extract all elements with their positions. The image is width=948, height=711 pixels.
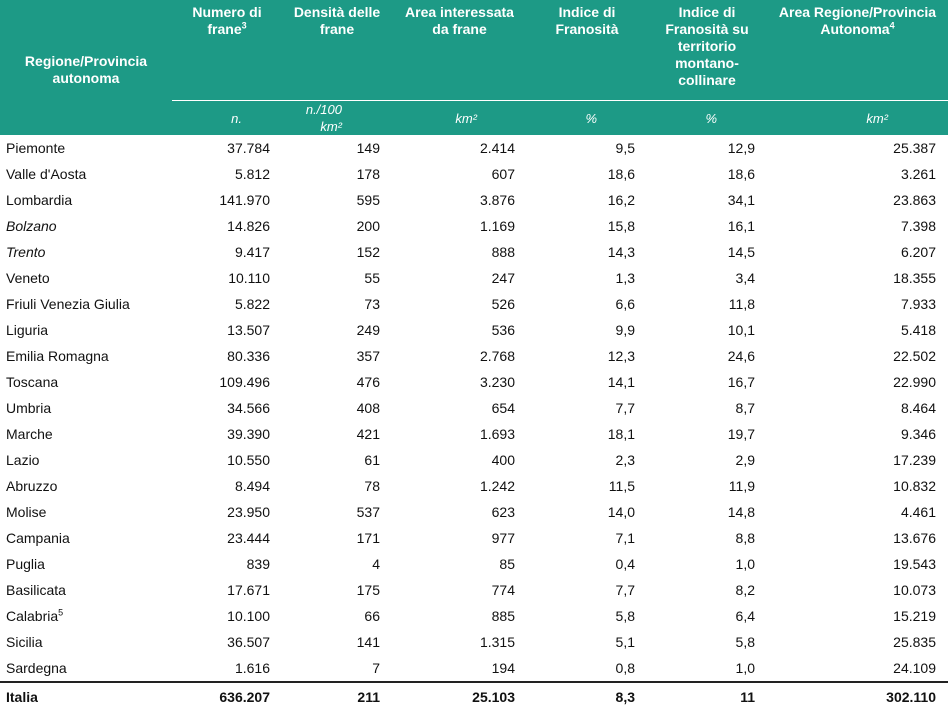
value-cell: 1,0 bbox=[735, 556, 755, 572]
value-cell: 1.616 bbox=[234, 660, 270, 676]
value-cell: 11,8 bbox=[728, 296, 755, 312]
value-cell: 19,7 bbox=[727, 426, 755, 442]
value-cell: 25.835 bbox=[893, 634, 936, 650]
value-cell: 888 bbox=[491, 244, 515, 260]
table-row bbox=[0, 421, 948, 447]
value-cell: 24.109 bbox=[893, 660, 936, 676]
value-cell: 24,6 bbox=[727, 348, 755, 364]
value-cell: 14.826 bbox=[227, 218, 270, 234]
value-cell: 66 bbox=[364, 608, 380, 624]
value-cell: 39.390 bbox=[227, 426, 270, 442]
value-cell: 23.950 bbox=[227, 504, 270, 520]
region-name-cell bbox=[0, 655, 172, 682]
value-cell: 977 bbox=[491, 530, 515, 546]
region-name-cell bbox=[0, 187, 172, 213]
total-row bbox=[0, 682, 948, 711]
value-cell: 10.100 bbox=[227, 608, 270, 624]
value-cell: 7.398 bbox=[900, 218, 936, 234]
value-cell: 14,0 bbox=[607, 504, 635, 520]
value-cell: 400 bbox=[491, 452, 515, 468]
region-name: Puglia bbox=[6, 556, 45, 572]
value-cell: 141.970 bbox=[219, 192, 270, 208]
table-row bbox=[0, 343, 948, 369]
value-cell: 654 bbox=[491, 400, 515, 416]
region-name-cell bbox=[0, 213, 172, 239]
value-cell: 16,1 bbox=[727, 218, 755, 234]
value-cell: 2,3 bbox=[615, 452, 635, 468]
value-cell: 2.768 bbox=[479, 348, 515, 364]
value-cell: 4.461 bbox=[900, 504, 936, 520]
value-cell: 34,1 bbox=[727, 192, 755, 208]
region-name: Piemonte bbox=[6, 140, 66, 156]
value-cell: 23.444 bbox=[227, 530, 270, 546]
table-row bbox=[0, 499, 948, 525]
region-name-cell bbox=[0, 525, 172, 551]
value-cell: 7.933 bbox=[900, 296, 936, 312]
value-cell: 421 bbox=[356, 426, 380, 442]
region-name: Emilia Romagna bbox=[6, 348, 109, 364]
value-cell: 6,4 bbox=[735, 608, 755, 624]
region-name-cell bbox=[0, 603, 172, 629]
value-cell: 3.230 bbox=[479, 374, 515, 390]
table-row bbox=[0, 161, 948, 187]
value-cell: 3.876 bbox=[479, 192, 515, 208]
region-name: Trento bbox=[6, 244, 46, 260]
value-cell: 141 bbox=[356, 634, 380, 650]
region-name: Veneto bbox=[6, 270, 50, 286]
region-name: Sardegna bbox=[6, 660, 67, 676]
value-cell: 14,3 bbox=[607, 244, 635, 260]
value-cell: 5,8 bbox=[735, 634, 755, 650]
value-cell: 4 bbox=[372, 556, 380, 572]
value-cell: 10.550 bbox=[227, 452, 270, 468]
region-name: Lombardia bbox=[6, 192, 73, 208]
value-cell: 5.822 bbox=[234, 296, 270, 312]
value-cell: 16,2 bbox=[607, 192, 635, 208]
table-row bbox=[0, 473, 948, 499]
value-cell: 1,0 bbox=[735, 660, 755, 676]
region-name: Italia bbox=[6, 689, 38, 705]
region-name-cell bbox=[0, 317, 172, 343]
value-cell: 2,9 bbox=[735, 452, 755, 468]
value-cell: 13.676 bbox=[893, 530, 936, 546]
value-cell: 25.103 bbox=[392, 682, 527, 711]
value-cell: 17.239 bbox=[893, 452, 936, 468]
table-row bbox=[0, 317, 948, 343]
value-cell: 15,8 bbox=[607, 218, 635, 234]
region-name: Lazio bbox=[6, 452, 40, 468]
value-cell: 12,3 bbox=[607, 348, 635, 364]
table-row bbox=[0, 603, 948, 629]
value-cell: 175 bbox=[356, 582, 380, 598]
column-header-label: Area Regione/Provincia Autonoma bbox=[778, 4, 937, 37]
value-cell: 18,1 bbox=[607, 426, 635, 442]
region-name: Toscana bbox=[6, 374, 59, 390]
column-unit: km² bbox=[767, 101, 948, 136]
value-cell: 34.566 bbox=[227, 400, 270, 416]
region-name-cell bbox=[0, 369, 172, 395]
value-cell: 1,3 bbox=[615, 270, 635, 286]
region-name-cell bbox=[0, 135, 172, 161]
value-cell: 885 bbox=[491, 608, 515, 624]
value-cell: 6.207 bbox=[900, 244, 936, 260]
value-cell: 6,6 bbox=[615, 296, 635, 312]
region-name: Campania bbox=[6, 530, 70, 546]
value-cell: 302.110 bbox=[767, 682, 948, 711]
column-unit: % bbox=[647, 101, 767, 136]
value-cell: 623 bbox=[491, 504, 515, 520]
table-row bbox=[0, 291, 948, 317]
column-header bbox=[767, 0, 948, 101]
region-name-cell bbox=[0, 395, 172, 421]
value-cell: 8,3 bbox=[527, 682, 647, 711]
region-name-cell bbox=[0, 421, 172, 447]
value-cell: 5,1 bbox=[615, 634, 635, 650]
region-name: Umbria bbox=[6, 400, 52, 416]
value-cell: 607 bbox=[491, 166, 515, 182]
value-cell: 85 bbox=[499, 556, 515, 572]
value-cell: 14,5 bbox=[727, 244, 755, 260]
value-cell: 37.784 bbox=[227, 140, 270, 156]
value-cell: 7,7 bbox=[615, 400, 635, 416]
value-cell: 1.242 bbox=[479, 478, 515, 494]
region-name: Sicilia bbox=[6, 634, 43, 650]
value-cell: 5.418 bbox=[900, 322, 936, 338]
value-cell: 16,7 bbox=[727, 374, 755, 390]
value-cell: 595 bbox=[356, 192, 380, 208]
value-cell: 200 bbox=[356, 218, 380, 234]
value-cell: 1.169 bbox=[479, 218, 515, 234]
table-row bbox=[0, 265, 948, 291]
value-cell: 17.671 bbox=[227, 582, 270, 598]
value-cell: 19.543 bbox=[893, 556, 936, 572]
table-row bbox=[0, 395, 948, 421]
table-row bbox=[0, 369, 948, 395]
value-cell: 14,1 bbox=[607, 374, 635, 390]
column-header-label: Numero di frane bbox=[192, 4, 262, 37]
value-cell: 8,8 bbox=[735, 530, 755, 546]
value-cell: 15.219 bbox=[893, 608, 936, 624]
value-cell: 178 bbox=[356, 166, 380, 182]
table-row bbox=[0, 187, 948, 213]
value-cell: 9.346 bbox=[900, 426, 936, 442]
value-cell: 1.315 bbox=[479, 634, 515, 650]
footnote-marker: 5 bbox=[58, 607, 64, 618]
value-cell: 149 bbox=[356, 140, 380, 156]
table-row bbox=[0, 213, 948, 239]
table-row bbox=[0, 629, 948, 655]
table-row bbox=[0, 135, 948, 161]
value-cell: 8.494 bbox=[234, 478, 270, 494]
table-row bbox=[0, 551, 948, 577]
value-cell: 536 bbox=[491, 322, 515, 338]
region-name-cell bbox=[0, 291, 172, 317]
value-cell: 73 bbox=[364, 296, 380, 312]
value-cell: 25.387 bbox=[893, 140, 936, 156]
region-name: Molise bbox=[6, 504, 47, 520]
value-cell: 12,9 bbox=[727, 140, 755, 156]
value-cell: 18,6 bbox=[727, 166, 755, 182]
column-header-label: Indice di Franosità bbox=[555, 4, 619, 37]
region-name-cell bbox=[0, 239, 172, 265]
region-column-header: Regione/Provincia autonoma bbox=[0, 0, 172, 135]
value-cell: 22.990 bbox=[893, 374, 936, 390]
column-header-label: Indice di Franosità su territorio montano-collinare bbox=[665, 4, 749, 88]
value-cell: 55 bbox=[364, 270, 380, 286]
value-cell: 7 bbox=[372, 660, 380, 676]
region-name: Abruzzo bbox=[6, 478, 58, 494]
footnote-marker: 3 bbox=[241, 20, 247, 31]
value-cell: 23.863 bbox=[893, 192, 936, 208]
value-cell: 0,8 bbox=[615, 660, 635, 676]
region-name-cell bbox=[0, 447, 172, 473]
column-header bbox=[527, 0, 647, 101]
value-cell: 839 bbox=[246, 556, 270, 572]
value-cell: 11,9 bbox=[728, 478, 755, 494]
value-cell: 9,5 bbox=[615, 140, 635, 156]
value-cell: 152 bbox=[356, 244, 380, 260]
value-cell: 526 bbox=[491, 296, 515, 312]
value-cell: 249 bbox=[356, 322, 380, 338]
value-cell: 13.507 bbox=[227, 322, 270, 338]
value-cell: 80.336 bbox=[227, 348, 270, 364]
value-cell: 211 bbox=[282, 682, 392, 711]
region-name-cell bbox=[0, 161, 172, 187]
value-cell: 247 bbox=[491, 270, 515, 286]
table-row bbox=[0, 577, 948, 603]
footnote-marker: 4 bbox=[889, 20, 895, 31]
value-cell: 11,5 bbox=[608, 478, 635, 494]
region-name-cell bbox=[0, 682, 172, 711]
column-unit: n. bbox=[172, 101, 282, 136]
value-cell: 1.693 bbox=[479, 426, 515, 442]
column-header bbox=[392, 0, 527, 101]
value-cell: 10,1 bbox=[727, 322, 755, 338]
value-cell: 18.355 bbox=[893, 270, 936, 286]
region-name: Basilicata bbox=[6, 582, 66, 598]
region-name-cell bbox=[0, 499, 172, 525]
value-cell: 537 bbox=[356, 504, 380, 520]
column-header-label: Area interessata da frane bbox=[405, 4, 514, 37]
table-row bbox=[0, 447, 948, 473]
region-name-cell bbox=[0, 551, 172, 577]
region-name-cell bbox=[0, 629, 172, 655]
table-row bbox=[0, 655, 948, 682]
value-cell: 11 bbox=[647, 682, 767, 711]
region-name: Calabria bbox=[6, 608, 59, 624]
value-cell: 171 bbox=[356, 530, 380, 546]
value-cell: 10.110 bbox=[228, 270, 270, 286]
value-cell: 0,4 bbox=[615, 556, 635, 572]
value-cell: 8,7 bbox=[735, 400, 755, 416]
value-cell: 22.502 bbox=[893, 348, 936, 364]
region-name: Marche bbox=[6, 426, 53, 442]
value-cell: 10.073 bbox=[893, 582, 936, 598]
region-name: Bolzano bbox=[6, 218, 57, 234]
value-cell: 36.507 bbox=[227, 634, 270, 650]
value-cell: 3.261 bbox=[900, 166, 936, 182]
value-cell: 9.417 bbox=[234, 244, 270, 260]
region-name: Liguria bbox=[6, 322, 49, 338]
value-cell: 8.464 bbox=[900, 400, 936, 416]
value-cell: 408 bbox=[356, 400, 380, 416]
table-row bbox=[0, 525, 948, 551]
value-cell: 78 bbox=[364, 478, 380, 494]
column-header bbox=[647, 0, 767, 101]
value-cell: 357 bbox=[356, 348, 380, 364]
value-cell: 3,4 bbox=[735, 270, 755, 286]
value-cell: 8,2 bbox=[735, 582, 755, 598]
table-row bbox=[0, 239, 948, 265]
column-unit: n./100 km² bbox=[282, 101, 392, 136]
value-cell: 636.207 bbox=[172, 682, 282, 711]
value-cell: 5.812 bbox=[234, 166, 270, 182]
value-cell: 194 bbox=[491, 660, 515, 676]
value-cell: 7,7 bbox=[615, 582, 635, 598]
value-cell: 9,9 bbox=[615, 322, 635, 338]
column-unit: km² bbox=[392, 101, 527, 136]
region-name-cell bbox=[0, 265, 172, 291]
region-name-cell bbox=[0, 473, 172, 499]
value-cell: 774 bbox=[491, 582, 515, 598]
value-cell: 476 bbox=[356, 374, 380, 390]
column-header bbox=[172, 0, 282, 101]
table-header bbox=[0, 0, 948, 135]
value-cell: 2.414 bbox=[479, 140, 515, 156]
value-cell: 5,8 bbox=[615, 608, 635, 624]
value-cell: 18,6 bbox=[607, 166, 635, 182]
column-header bbox=[282, 0, 392, 101]
column-unit: % bbox=[527, 101, 647, 136]
region-name: Valle d'Aosta bbox=[6, 166, 87, 182]
value-cell: 14,8 bbox=[727, 504, 755, 520]
value-cell: 10.832 bbox=[893, 478, 936, 494]
value-cell: 7,1 bbox=[615, 530, 635, 546]
table-body bbox=[0, 135, 948, 711]
region-name-cell bbox=[0, 577, 172, 603]
column-header-label: Densità delle frane bbox=[293, 4, 381, 37]
region-name: Friuli Venezia Giulia bbox=[6, 296, 130, 312]
value-cell: 109.496 bbox=[219, 374, 270, 390]
value-cell: 61 bbox=[364, 452, 380, 468]
region-name-cell bbox=[0, 343, 172, 369]
